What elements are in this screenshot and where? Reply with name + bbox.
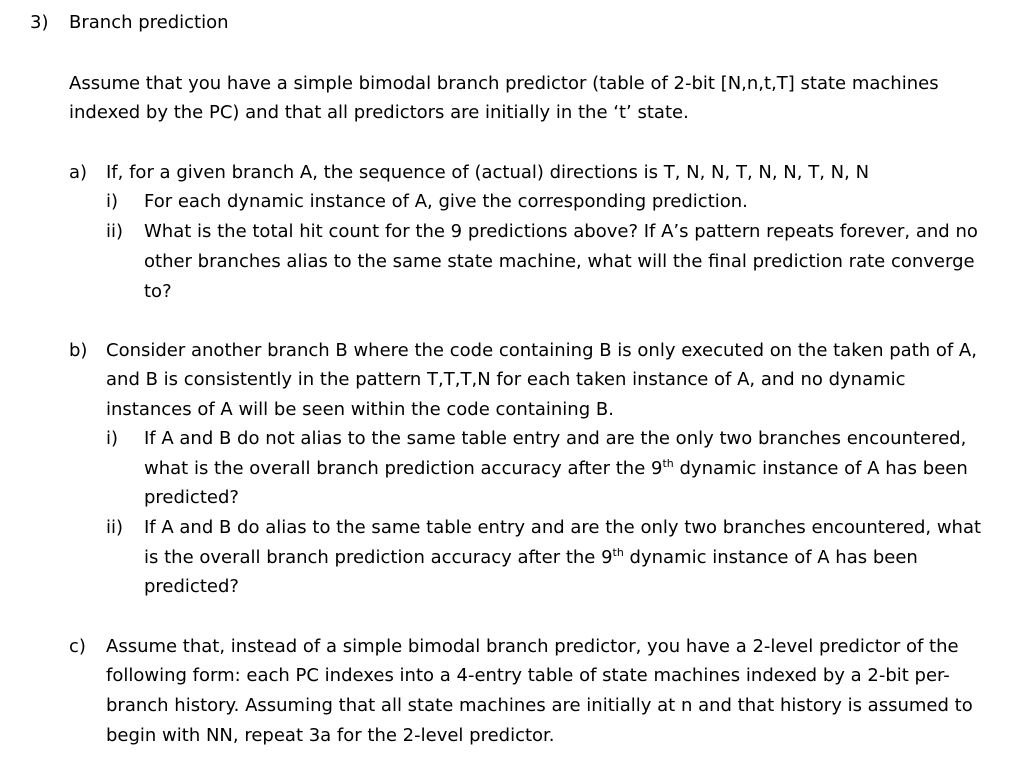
intro-line-1: Assume that you have a simple bimodal branch predictor (table of 2-bit [N,n,t,T] state machines <box>69 73 939 94</box>
part-c-line-2: following form: each PC indexes into a 4-entry table of state machines indexed by a 2-bit per- <box>106 665 950 686</box>
part-b-line-1: Consider another branch B where the code containing B is only executed on the taken path of A, <box>106 340 977 361</box>
intro-line-2: indexed by the PC) and that all predictors are initially in the ‘t’ state. <box>69 102 689 123</box>
part-b-i-line-2-post: dynamic instance of A has been <box>673 458 968 479</box>
part-b-ii-line-1: If A and B do alias to the same table entry and are the only two branches encountered, what <box>144 517 982 538</box>
part-b-line-3: instances of A will be seen within the code containing B. <box>106 399 614 420</box>
part-b-i-line-3: predicted? <box>144 487 239 508</box>
part-b-ii-marker: ii) <box>106 517 124 538</box>
part-a-text: If, for a given branch A, the sequence of (actual) directions is T, N, N, T, N, N, T, N, N <box>106 162 870 183</box>
part-a-ii-line-1: What is the total hit count for the 9 predictions above? If A’s pattern repeats forever, and no <box>144 221 978 242</box>
part-a-ii-marker: ii) <box>106 221 124 242</box>
part-a-ii-line-2: other branches alias to the same state machine, what will the final prediction rate converge <box>144 251 975 272</box>
part-a-i-marker: i) <box>106 191 119 212</box>
part-a-ii-line-3: to? <box>144 281 172 302</box>
part-c-line-4: begin with NN, repeat 3a for the 2-level predictor. <box>106 725 555 746</box>
part-b-ii-line-3: predicted? <box>144 576 239 597</box>
question-title: Branch prediction <box>69 12 229 33</box>
part-b-marker: b) <box>69 340 88 361</box>
part-a-i-text: For each dynamic instance of A, give the corresponding prediction. <box>144 191 748 212</box>
part-b-ii-line-2-pre: is the overall branch prediction accuracy after the 9 <box>144 547 613 568</box>
ordinal-suffix: th <box>662 457 674 470</box>
part-c-line-1: Assume that, instead of a simple bimodal branch predictor, you have a 2-level predictor of the <box>106 636 959 657</box>
part-b-line-2: and B is consistently in the pattern T,T,T,N for each taken instance of A, and no dynamic <box>106 369 906 390</box>
part-c-line-3: branch history. Assuming that all state machines are initially at n and that history is assumed to <box>106 695 973 716</box>
part-b-i-line-1: If A and B do not alias to the same table entry and are the only two branches encountered, <box>144 428 967 449</box>
question-number: 3) <box>30 12 49 33</box>
part-c-marker: c) <box>69 636 86 657</box>
part-b-i-marker: i) <box>106 428 119 449</box>
ordinal-suffix: th <box>612 546 624 559</box>
part-b-ii-line-2 <box>144 547 918 569</box>
part-b-i-line-2 <box>144 458 968 480</box>
part-b-i-line-2-pre: what is the overall branch prediction accuracy after the 9 <box>144 458 663 479</box>
part-a-marker: a) <box>69 162 88 183</box>
part-b-ii-line-2-post: dynamic instance of A has been <box>623 547 918 568</box>
